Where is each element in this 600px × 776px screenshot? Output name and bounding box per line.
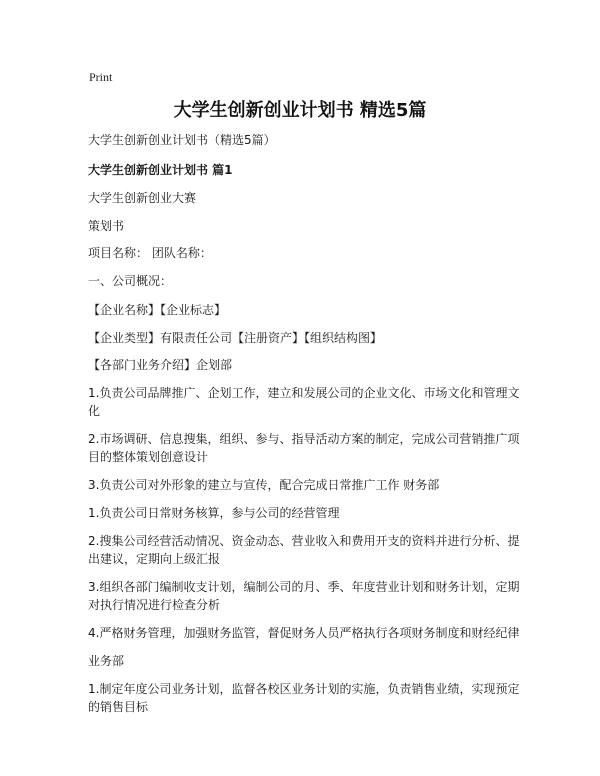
body-paragraph: 1.负责公司品牌推广、企划工作，建立和发展公司的企业文化、市场文化和管理文化 [88, 386, 520, 418]
body-paragraph: 业务部 [88, 654, 125, 668]
document-body [88, 131, 528, 716]
body-paragraph: 4.严格财务管理，加强财务监管，督促财务人员严格执行各项财务制度和财经纪律 [88, 626, 520, 640]
print-label: Print [89, 70, 113, 84]
body-paragraph: 1.制定年度公司业务计划，监督各校区业务计划的实施，负责销售业绩，实现预定的销售目标 [88, 682, 520, 714]
section-heading: 大学生创新创业计划书 篇1 [88, 163, 233, 177]
body-paragraph: 3.组织各部门编制收支计划，编制公司的月、季、年度营业计划和财务计划，定期对执行情况进行检查分析 [88, 580, 520, 612]
body-paragraph: 大学生创新创业大赛 [88, 191, 197, 205]
body-paragraph: 1.负责公司日常财务核算，参与公司的经营管理 [88, 506, 340, 520]
body-paragraph: 【企业类型】有限责任公司【注册资产】【组织结构图】 [88, 331, 383, 345]
body-paragraph: 一、公司概况： [88, 274, 173, 288]
body-paragraph: 【各部门业务介绍】企划部 [88, 358, 233, 372]
body-paragraph: 3.负责公司对外形象的建立与宣传，配合完成日常推广工作 财务部 [88, 478, 440, 492]
document-title: 大学生创新创业计划书 精选5篇 [173, 100, 427, 121]
body-paragraph: 大学生创新创业计划书（精选5篇） [88, 133, 276, 147]
body-paragraph: 项目名称： 团队名称： [88, 246, 212, 260]
body-paragraph: 【企业名称】【企业标志】 [88, 303, 227, 317]
body-paragraph: 2.市场调研、信息搜集，组织、参与、指导活动方案的制定，完成公司营销推广项目的整体策划创意设计 [88, 432, 520, 464]
body-paragraph: 策划书 [88, 219, 125, 233]
body-paragraph: 2.搜集公司经营活动情况、资金动态、营业收入和费用开支的资料并进行分析、提出建议，定期向上级汇报 [88, 534, 520, 566]
